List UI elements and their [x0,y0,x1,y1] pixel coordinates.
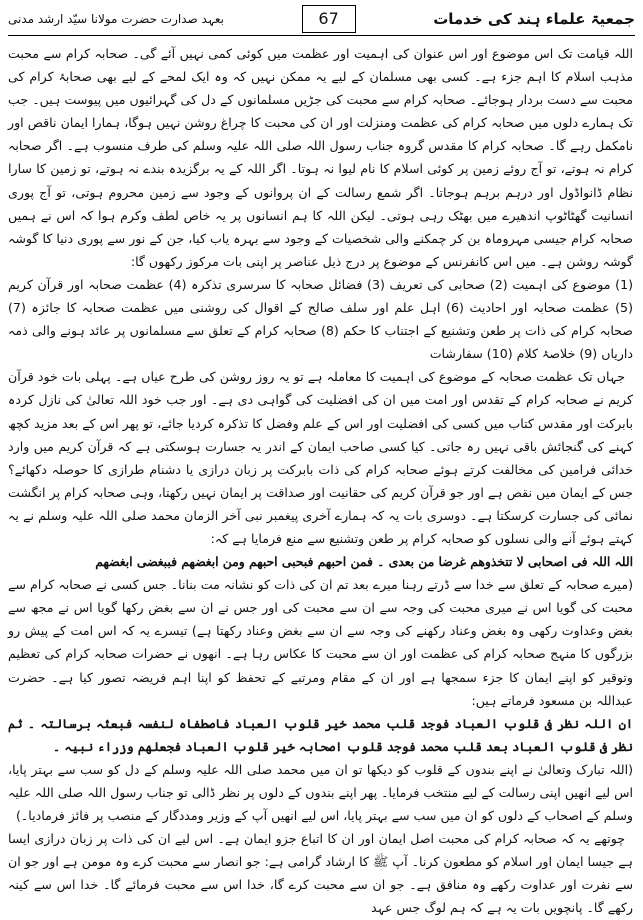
paragraph-athar-translation: (اللہ تبارک وتعالیٰ نے اپنے بندوں کے قلوب کو دیکھا تو ان میں محمد صلی اللہ علیہ وسلم کے دل کو سب سے بہتر پایا، اس لیے انھیں اپنی رسالت کے لیے منتخب فرمایا۔ پھر اپنے بندوں کے دلوں پر نظر ڈالی تو جناب رسول اللہ صلی اللہ علیہ وسلم کے اصحاب کے دلوں کو ان میں سب سے بہتر پایا، اس لیے انھیں آپ کے وزیر ومددگار کے منصب پر فائز فرمادیا۔) [8,761,633,824]
page-header [8,4,635,34]
header-divider [8,35,635,36]
body-text [8,42,634,916]
paragraph-hadith-translation: (میرے صحابہ کے تعلق سے خدا سے ڈرتے رہنا میرے بعد تم ان کی ذات کو نشانہ مت بنانا۔ جس کسی نے صحابہ کرام سے محبت کی گویا اس نے میری محبت کی وجہ سے ان سے محبت کی اور جس نے ان سے بغض رکھا گویا اس نے مجھ سے بغض وعداوت رکھی وہ بغض وعناد رکھنے کی وجہ سے ان سے بغض وعناد رکھتا ہے) تیسرے یہ کہ اس امت کے پیش رو بزرگوں کا منہج صحابہ کرام کی عظمت اور ان سے محبت کا عکاس رہا ہے۔ انھوں نے حضرات صحابہ کرام کی تعظیم وتوقیر کو اپنے ایمان کا جزء سمجھا ہے اور ان کے مقام ومرتبے کے تحفظ کو اپنا اہم فریضہ تصور کیا ہے۔ حضرت عبداللہ بن مسعود فرماتے ہیں: [8,577,633,708]
page-number: 67 [302,5,356,33]
paragraph-topics-list: (1) موضوع کی اہمیت (2) صحابی کی تعریف (3) فضائل صحابہ کا سرسری تذکرہ (4) عظمت صحابہ اور قرآن کریم (5) عظمت صحابہ اور احادیث (6) اہل علم اور سلف صالح کے اقوال کی روشنی میں عظمت صحابہ کا جائزہ (7) صحابہ کرام کی ذات پر طعن وتشنیع کے اجتناب کا حکم (8) صحابہ کرام کے تعلق سے مسلمانوں پر عائد ہونے والی ذمہ داریاں (9) خلاصۂ کلام (10) سفارشات [8,276,634,362]
running-subtitle: بعہد صدارت حضرت مولانا سیّد ارشد مدنی [8,12,224,26]
paragraph-fourth-point: چوتھے یہ کہ صحابہ کرام کی محبت اصل ایمان اور ان کا اتباع جزو ایمان ہے۔ اس لیے ان کی ذات پر زبان درازی ایسا ہے جیسا ایمان اور اسلام کو مطعون کرنا۔ آپ ﷺ کا ارشاد گرامی ہے: جو انصار سے محبت کرے وہ مومن ہے اور جو ان سے نفرت اور عداوت رکھے وہ منافق ہے۔ جو ان سے محبت کرے گا، خدا اس سے محبت فرمائے گا۔ خدا اس سے کینہ رکھے گا۔ پانچویں بات یہ ہے کہ ہم لوگ جس عہد [8,831,633,916]
running-title: جمعیۃ علماء ہند کی خدمات [433,10,635,28]
paragraph-intro: اللہ قیامت تک اس موضوع اور اس عنوان کی اہمیت اور عظمت میں کوئی کمی نہیں آئے گی۔ صحابہ کرام سے محبت مذہب اسلام کا اہم جزء ہے۔ کسی بھی مسلمان کے لیے یہ ممکن نہیں کہ وہ ایک لمحے کے لیے بھی صحابۂ کرام کی محبت سے دست بردار ہوجائے۔ صحابہ کرام سے محبت کی جڑیں مسلمانوں کے دل کی گہرائیوں میں پیوست ہیں۔ جب تک ہمارے دلوں میں صحابہ کرام کی عظمت ومنزلت اور ان کی محبت کا چراغ روشن نہیں ہوگا، ہمارا ایمان ناقص اور نامکمل رہے گا۔ صحابہ کرام کا مقدس گروہ جناب رسول اللہ صلی اللہ علیہ وسلم کی طرف منسوب ہے۔ اگر صحابہ کرام نہ ہوتے، تو آج روئے زمین پر کوئی اسلام کا نام لیوا نہ ہوتا۔ اگر اللہ کے یہ برگزیدہ بندے نہ ہوتے، تو زمین کا سارا نظام ڈانواڈول اور درہم برہم ہوجاتا۔ اگر شمع رسالت کے ان پروانوں کے وجود سے زمین محروم ہوتی، تو آج پوری انسانیت گھٹاٹوپ اندھیرے میں بھٹک رہی ہوتی۔ لیکن اللہ کا ہم انسانوں پر یہ خاص لطف وکرم ہوا کہ اس نے ہمیں صحابہ کرام جیسی مہروماہ بن کر چمکنے والی شخصیات کے وجود سے بہرہ یاب کیا، جن کے نور سے پوری دنیا کا گوشہ گوشہ روشن ہے۔ میں اس کانفرنس کے موضوع پر درج ذیل عناصر پر اپنی بات مرکوز رکھوں گا: [8,46,633,269]
hadith-arabic: اللہ اللہ فی اصحابی لا تتخذوھم غرضا من بعدی ۔ فمن احبھم فبحبی احبھم ومن ابغضھم فببغضی ابغضھم [95,554,633,570]
paragraph-importance: جہاں تک عظمت صحابہ کے موضوع کی اہمیت کا معاملہ ہے تو یہ روز روشن کی طرح عیاں ہے۔ پہلی بات خود قرآن کریم نے صحابہ کرام کے تقدس اور امت میں ان کی افضلیت کی گواہی دی ہے۔ اور جب خود اللہ تعالیٰ کی نازل کردہ بابرکت اور مقدس کتاب میں کسی کی افضلیت اور اس کے علم وفضل کا تذکرہ کردیا جائے، تو پھر اس کے بعد مزید کچھ کہنے کی گنجائش باقی نہیں رہ جاتی۔ کیا کسی صاحب ایمان کے اندر یہ جسارت ہوسکتی ہے کہ قرآن کریم میں وارد خدائی فرامین کی مخالفت کرتے ہوئے صحابہ کرام کی ذات بابرکت پر زبان درازی یا دشنام طرازی کا حوصلہ دکھائے؟ جس کے ایمان میں نقص ہے اور جو قرآن کریم کی حقانیت اور صداقت پر ایمان نہیں رکھتا، وہی صحابہ کرام پر انگشت نمائی کی جسارت کرسکتا ہے۔ دوسری بات یہ کہ ہمارے آخری پیغمبر نبی آخر الزمان محمد صلی اللہ علیہ وسلم نے یہ کہتے ہوئے آنے والی نسلوں کو صحابہ کرام پر طعن وتشنیع سے منع فرمایا ہے کہ: [8,369,633,546]
athar-arabic: ان اللہ نظر فی قلوب العباد فوجد قلب محمد خیر قلوب العباد فاصطفاہ لنفسہ فبعثہ برسالتہ ۔ ثم نظر فی قلوب العباد بعد قلب محمد فوجد قلوب اصحابہ خیر قلوب العباد فجعلھم وزراء نبیہ ۔ [8,715,633,754]
